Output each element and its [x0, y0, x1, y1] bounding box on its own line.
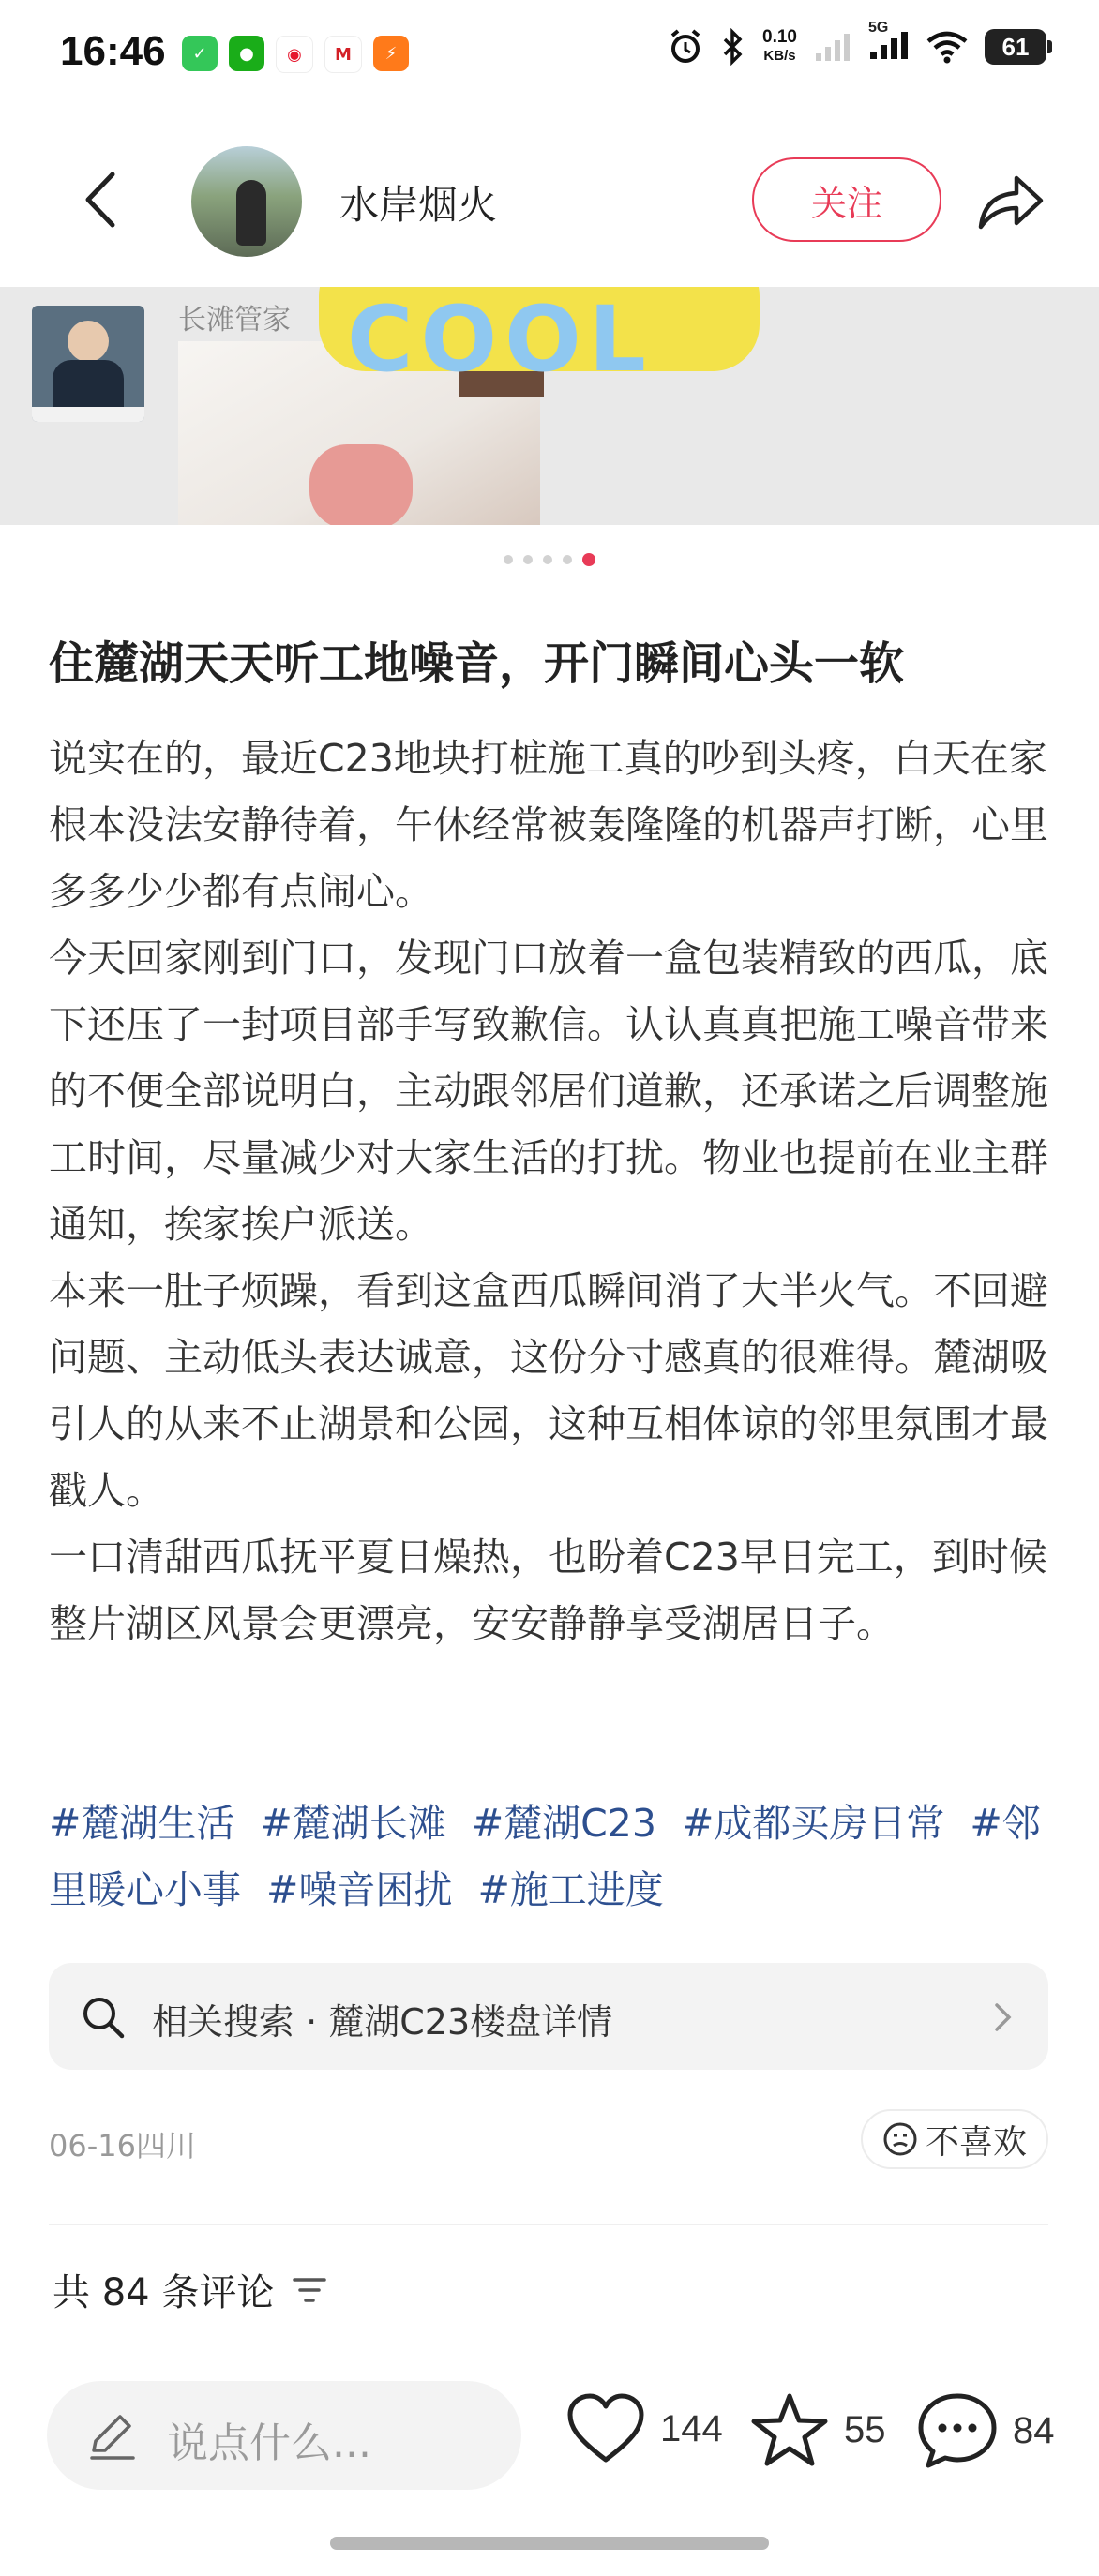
sort-filter-icon[interactable]	[291, 2274, 328, 2306]
notification-icons	[182, 36, 409, 73]
net-speed-unit: KB/s	[763, 48, 796, 64]
cool-sticker	[319, 287, 760, 392]
hashtag[interactable]: #成都买房日常	[682, 1801, 945, 1846]
like-count: 144	[660, 2407, 723, 2449]
favorite-count: 55	[844, 2408, 886, 2450]
post-paragraph: 一口清甜西瓜抚平夏日燥热，也盼着C23早日完工，到时候整片湖区风景会更漂亮，安安静静享受湖居日子。	[49, 1535, 1047, 1646]
clock: 16:46	[60, 28, 166, 74]
follow-button[interactable]: 关注	[752, 157, 941, 242]
chevron-right-icon	[992, 2000, 1015, 2034]
share-icon[interactable]	[975, 169, 1046, 234]
hashtag[interactable]: #麓湖生活	[49, 1801, 235, 1846]
wifi-icon	[926, 30, 968, 64]
related-search-bar[interactable]	[49, 1963, 1048, 2070]
comment-input[interactable]	[47, 2381, 521, 2490]
related-search-text: 相关搜索 · 麓湖C23楼盘详情	[152, 2001, 613, 2043]
heart-icon	[566, 2392, 645, 2465]
shield-app-icon: ✓	[182, 36, 218, 71]
chat-bubble-icon	[917, 2392, 998, 2469]
hashtag[interactable]: #麓湖C23	[471, 1801, 656, 1846]
post-header	[0, 141, 1099, 262]
bottom-action-bar	[0, 2381, 1099, 2494]
wechat-icon: ●	[229, 36, 264, 71]
carousel-dot	[563, 555, 572, 564]
star-icon	[750, 2392, 829, 2467]
pen-icon	[84, 2409, 139, 2464]
store-label: 长滩管家	[178, 304, 291, 337]
favorite-button[interactable]	[750, 2392, 886, 2467]
comments-count-label: 共 84 条评论	[53, 2271, 275, 2314]
post-date-location: 06-16四川	[49, 2128, 196, 2164]
post-paragraph: 今天回家刚到门口，发现门口放着一盒包装精致的西瓜，底下还压了一封项目部手写致歉信。认认真真把施工噪音带来的不便全部说明白，主动跟邻居们道歉，还承诺之后调整施工时间，尽量减少对大家生活的打扰。物业也提前在业主群通知，挨家挨户派送。	[49, 936, 1048, 1247]
carousel-indicator	[0, 555, 1099, 566]
dislike-button[interactable]	[861, 2109, 1048, 2169]
alarm-icon	[667, 28, 704, 66]
like-button[interactable]	[566, 2392, 723, 2465]
signal-weak-icon	[814, 31, 851, 63]
frown-face-icon	[882, 2121, 918, 2157]
battery-icon: 61	[985, 29, 1046, 65]
post-image-carousel[interactable]	[0, 287, 1099, 525]
system-icons	[667, 20, 1046, 66]
home-indicator[interactable]	[330, 2537, 769, 2550]
search-icon	[81, 1995, 126, 2040]
hashtag[interactable]: #麓湖长滩	[260, 1801, 446, 1846]
post-paragraph: 说实在的，最近C23地块打桩施工真的吵到头疼，白天在家根本没法安静待着，午休经常被轰隆隆的机器声打断，心里多多少少都有点闹心。	[49, 736, 1048, 914]
comments-header	[53, 2263, 328, 2316]
carousel-dot	[543, 555, 552, 564]
hashtag[interactable]: #邻里暖心小事	[49, 1801, 1041, 1912]
bluetooth-icon	[721, 28, 745, 66]
comment-button[interactable]	[917, 2392, 1055, 2469]
app-m-icon: M	[324, 36, 362, 73]
post-body	[49, 726, 1052, 1657]
hashtag-list	[49, 1790, 1052, 1924]
comment-placeholder: 说点什么...	[167, 2419, 371, 2467]
advisor-photo	[32, 306, 144, 422]
back-arrow-icon[interactable]	[75, 167, 131, 232]
post-title: 住麓湖天天听工地噪音，开门瞬间心头一软	[49, 637, 905, 690]
net-speed-value: 0.10	[762, 27, 797, 47]
dislike-label: 不喜欢	[925, 2122, 1027, 2162]
taobao-flash-icon: ⚡	[373, 36, 409, 71]
author-avatar[interactable]	[191, 146, 302, 257]
carousel-dot	[523, 555, 533, 564]
signal-type-label: 5G	[868, 20, 889, 36]
divider	[49, 2224, 1048, 2225]
carousel-dot	[582, 553, 595, 566]
weibo-icon: ◉	[276, 36, 313, 73]
author-name[interactable]: 水岸烟火	[339, 182, 498, 228]
hashtag[interactable]: #施工进度	[477, 1867, 664, 1912]
hashtag[interactable]: #噪音困扰	[266, 1867, 453, 1912]
cool-sticker-text: COOL	[347, 287, 654, 392]
post-paragraph: 本来一肚子烦躁，看到这盒西瓜瞬间消了大半火气。不回避问题、主动低头表达诚意，这份分寸感真的很难得。麓湖吸引人的从来不止湖景和公园，这种互相体谅的邻里氛围才最戳人。	[49, 1268, 1048, 1513]
comment-count: 84	[1013, 2409, 1055, 2451]
status-bar	[0, 0, 1099, 112]
carousel-dot	[504, 555, 513, 564]
